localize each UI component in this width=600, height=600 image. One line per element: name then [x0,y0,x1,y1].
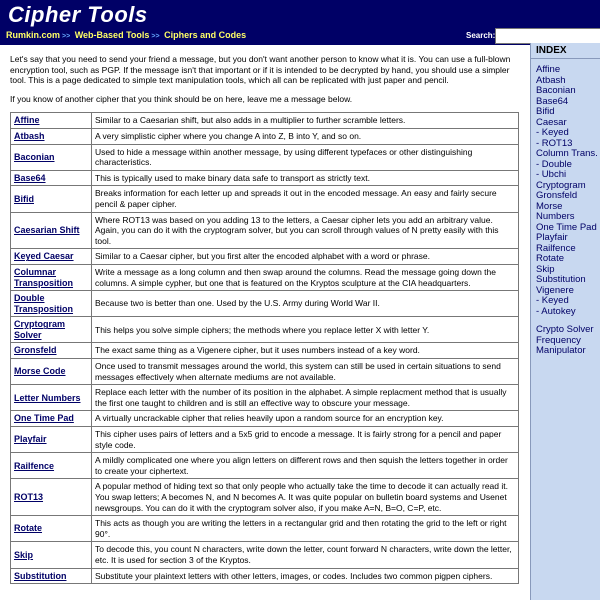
cipher-description: Breaks information for each letter up and spreads it out in the encoded message. An easy and fairly secure pencil & paper cipher. [92,186,519,212]
index-sidebar [530,43,600,600]
cipher-name-cell [11,291,92,317]
cipher-name-cell [11,264,92,290]
search-label: Search: [466,31,496,40]
cipher-description: This is typically used to make binary data safe to transport as strictly text. [92,170,519,186]
cipher-description: This cipher uses pairs of letters and a 5x5 grid to encode a message. It is fairly strong for a pencil and paper style code. [92,427,519,453]
cipher-link[interactable]: One Time Pad [14,413,74,424]
index-link[interactable]: Atbash [536,74,566,86]
cipher-link[interactable]: Rotate [14,523,43,534]
cipher-name-cell [11,385,92,411]
cipher-description: Similar to a Caesarian shift, but also adds in a multiplier to further scramble letters. [92,113,519,129]
index-link[interactable]: Playfair [536,232,568,243]
index-divider [531,58,600,59]
index-link[interactable]: - ROT13 [536,137,573,149]
cipher-description: A virtually uncrackable cipher that relies heavily upon a random source for an encryption key. [92,411,519,427]
cipher-link[interactable]: Morse Code [14,366,66,377]
cipher-name-cell [11,411,92,427]
cipher-link[interactable]: Substitution [14,570,67,581]
table-row [11,479,519,516]
cipher-name-cell [11,212,92,249]
table-row [11,516,519,542]
index-link[interactable]: Baconian [536,85,576,96]
cipher-description: This acts as though you are writing the letters in a rectangular grid and then rotating the grid to the left or right 90°. [92,516,519,542]
index-link[interactable]: Skip [536,263,555,275]
table-row [11,343,519,359]
cipher-table [10,112,519,584]
cipher-name-cell [11,249,92,265]
cipher-link[interactable]: Columnar Transposition [14,266,74,288]
cipher-description: This helps you solve simple ciphers; the methods where you replace letter X with letter Y. [92,317,519,343]
cipher-name-cell [11,568,92,584]
cipher-name-cell [11,453,92,479]
table-row [11,411,519,427]
cipher-name-cell [11,542,92,568]
search-input[interactable] [495,28,600,44]
cipher-description: A popular method of hiding text so that only people who actually take the time to decode it can actually read it. You swap letters; A becomes N, and N becomes A. It was quite popular on bulletin board systems and Usenet newsgroups. You can do it with the cryptogram solver also, if you make A=N, B=O, C=P, etc. [92,479,519,516]
cipher-description: Because two is better than one. Used by the U.S. Army during World War II. [92,291,519,317]
table-row [11,249,519,265]
cipher-description: Similar to a Caesar cipher, but you first alter the encoded alphabet with a word or phrase. [92,249,519,265]
cipher-description: A mildly complicated one where you align letters on different rows and then squish the letters together in order to create your ciphertext. [92,453,519,479]
table-row [11,291,519,317]
table-row [11,186,519,212]
cipher-link[interactable]: Keyed Caesar [14,251,74,262]
index-link[interactable]: - Ubchi [536,169,567,180]
cipher-name-cell [11,317,92,343]
cipher-link[interactable]: Baconian [14,151,55,162]
index-link[interactable]: Gronsfeld [536,190,578,201]
cipher-description: A very simplistic cipher where you change A into Z, B into Y, and so on. [92,128,519,144]
cipher-description: Replace each letter with the number of its position in the alphabet. A simple replacment method that is usually the first one taught to children and is still an effective way to obscure your message. [92,385,519,411]
table-row [11,359,519,385]
table-row [11,453,519,479]
cipher-description: Substitute your plaintext letters with other letters, images, or codes. Includes two common pigpen ciphers. [92,568,519,584]
cipher-link[interactable]: Caesarian Shift [14,225,80,236]
intro-paragraph: Let's say that you need to send your friend a message, but you don't want another person to know what it is. You can use a full-blown encryption tool, such as PGP. If the message isn't that important or if it is intended to be decrypted by hand, you should use a simpler tool. This is a page dedicated to simple text manipulation tools, which all can be replicated with just paper and pencil. [10,54,511,86]
cipher-link[interactable]: Double Transposition [14,293,74,314]
cipher-link[interactable]: Base64 [14,172,46,183]
main-content [10,54,525,584]
table-row [11,128,519,144]
cipher-name-cell [11,186,92,212]
cipher-link[interactable]: Cryptogram Solver [14,319,66,340]
table-row [11,542,519,568]
cipher-link[interactable]: Affine [14,115,40,126]
cipher-link[interactable]: Skip [14,549,34,560]
cipher-link[interactable]: Railfence [14,460,55,471]
index-link[interactable]: Numbers [536,211,575,222]
cipher-description: Write a message as a long column and then swap around the columns. Read the message going down the columns. A simple cypher, but one that is featured on the Kryptos sculpture at the CIA headquarters. [92,264,519,290]
cipher-name-cell [11,170,92,186]
cipher-name-cell [11,113,92,129]
table-row [11,144,519,170]
index-link[interactable]: Column Trans. [536,148,598,159]
table-row [11,317,519,343]
breadcrumb-tools-link[interactable]: Web-Based Tools [74,30,150,40]
breadcrumb-ciphers-link[interactable]: Ciphers and Codes [164,30,247,40]
index-link[interactable]: Railfence [536,242,576,254]
index-link[interactable]: One Time Pad [536,221,597,233]
cipher-name-cell [11,479,92,516]
index-tool-link[interactable]: Frequency [536,334,581,346]
table-row [11,427,519,453]
cipher-name-cell [11,427,92,453]
header-bar [0,0,600,45]
index-link[interactable]: - Keyed [536,127,569,138]
cipher-link[interactable]: Atbash [14,130,45,141]
index-link[interactable]: Rotate [536,253,564,264]
index-link[interactable]: Cryptogram [536,179,586,191]
table-row [11,170,519,186]
cipher-link[interactable]: Letter Numbers [14,392,81,403]
cipher-link[interactable]: ROT13 [14,492,44,502]
breadcrumb-home-link[interactable]: Rumkin.com [6,30,61,40]
index-link[interactable]: - Autokey [536,305,576,317]
cipher-description: The exact same thing as a Vigenere cipher, but it uses numbers instead of a key word. [92,343,519,359]
index-tool-link[interactable]: Crypto Solver [536,324,594,335]
cipher-name-cell [11,359,92,385]
index-link[interactable]: Vigenere [536,284,574,296]
cipher-name-cell [11,516,92,542]
cipher-name-cell [11,144,92,170]
cipher-name-cell [11,343,92,359]
table-row [11,568,519,584]
table-row [11,385,519,411]
intro-paragraph-feedback: If you know of another cipher that you think should be on here, leave me a message below. [10,93,353,104]
breadcrumb [6,30,246,40]
cipher-description: Once used to transmit messages around the world, this system can still be used in certain situations to send messages effectively when alternate mediums are not available. [92,359,519,385]
index-link[interactable]: - Keyed [536,295,569,306]
index-tool-link[interactable]: Manipulator [536,345,586,356]
index-link[interactable]: Affine [536,64,561,75]
cipher-link[interactable]: Gronsfeld [14,345,57,356]
cipher-description: Used to hide a message within another message, by using different typefaces or other distinguishing characteristics. [92,144,519,170]
index-link[interactable]: Bifid [536,106,555,117]
cipher-description: Where ROT13 was based on you adding 13 to the letters, a Caesar cipher lets you add an arbitrary value. Again, you can do it with the cryptogram solver, but you can scroll through values of N pretty easily with this tool. [92,212,519,249]
index-link[interactable]: Caesar [536,116,567,128]
index-list [531,65,600,357]
index-link[interactable]: Base64 [536,95,569,107]
cipher-description: To decode this, you count N characters, write down the letter, count forward N characters, write down the letter, etc. It is used for section 3 of the Kryptos. [92,542,519,568]
index-link[interactable]: Substitution [536,274,586,285]
cipher-name-cell [11,128,92,144]
table-row [11,113,519,129]
table-row [11,264,519,290]
cipher-link[interactable]: Playfair [14,434,47,445]
index-link[interactable]: Morse [536,200,563,212]
index-title: INDEX [536,45,567,56]
breadcrumb-separator-icon: >> [151,33,160,40]
page-title: Cipher Tools [8,2,148,27]
table-row [11,212,519,249]
cipher-link[interactable]: Bifid [14,193,34,204]
index-link[interactable]: - Double [536,158,572,170]
breadcrumb-separator-icon: >> [62,33,71,40]
